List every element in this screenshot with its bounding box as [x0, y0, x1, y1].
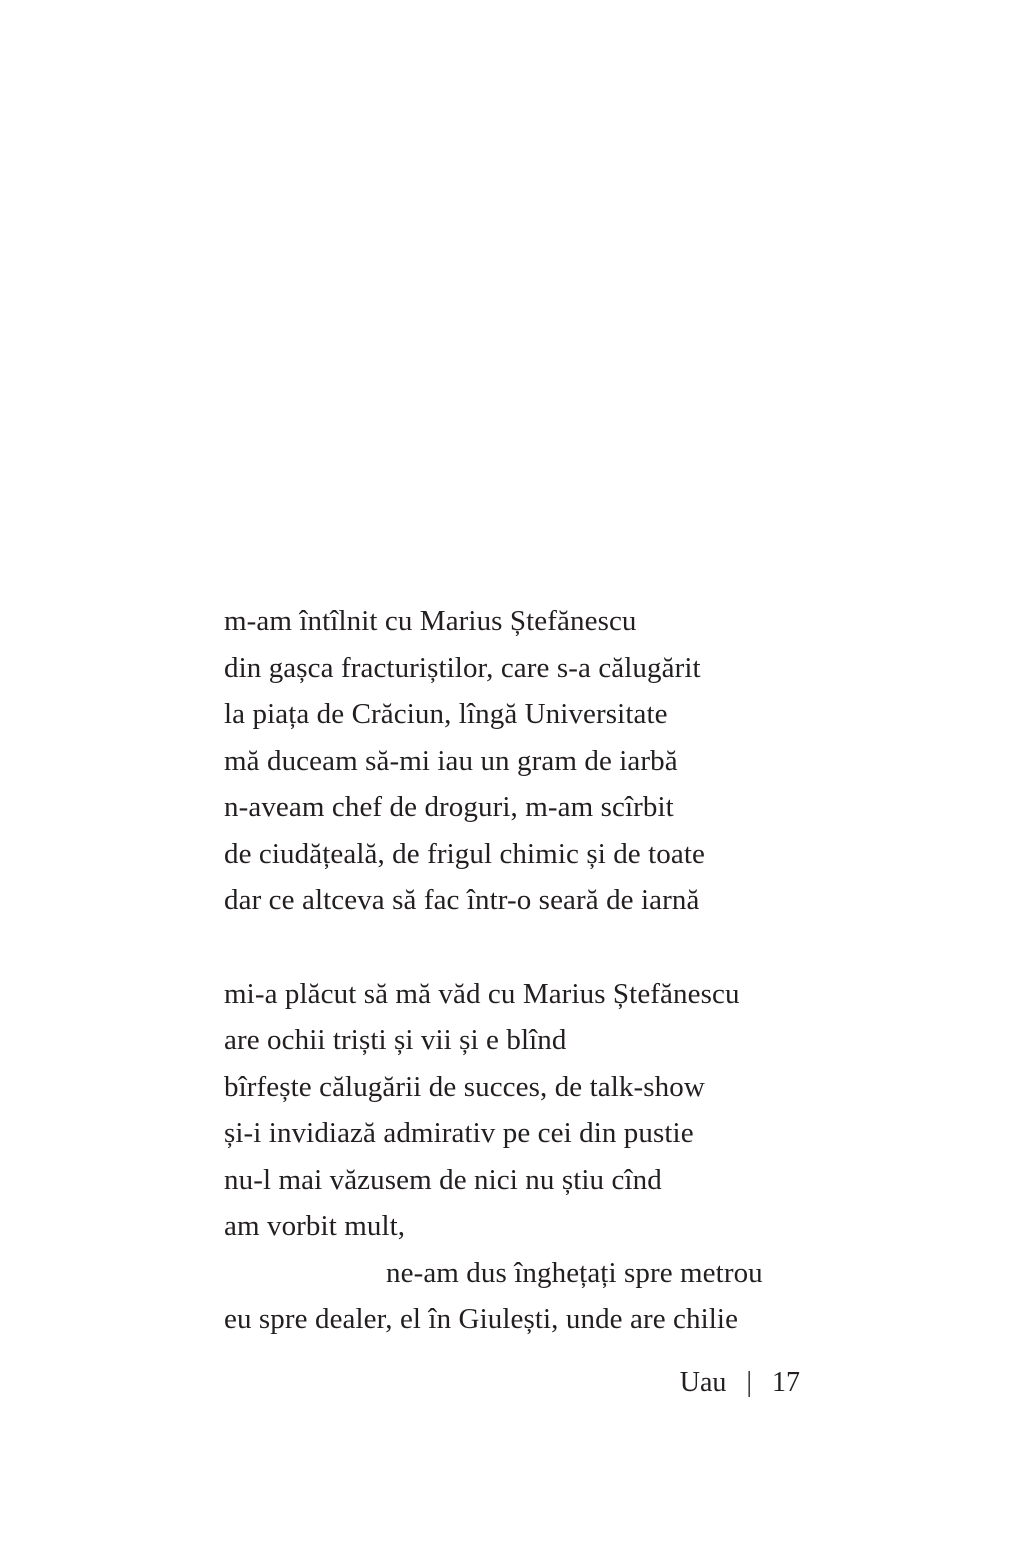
- poem-line: are ochii triști și vii și e blînd: [224, 1024, 567, 1056]
- poem-line: la piața de Crăciun, lîngă Universitate: [224, 698, 668, 730]
- stanza-2: [224, 971, 864, 1343]
- poem-line: bîrfește călugării de succes, de talk-show: [224, 1070, 705, 1103]
- stanza-1: [224, 598, 864, 924]
- footer-separator: |: [746, 1367, 752, 1398]
- page-footer: [680, 1360, 800, 1406]
- poem-line: de ciudățeală, de frigul chimic și de toate: [224, 837, 705, 870]
- poem-line: n-aveam chef de droguri, m-am scîrbit: [224, 791, 674, 823]
- poem-line: m-am întîlnit cu Marius Ștefănescu: [224, 605, 637, 637]
- poem-line: și-i invidiază admirativ pe cei din pustie: [224, 1117, 694, 1149]
- poem-line-indented: ne-am dus înghețați spre metrou: [386, 1256, 763, 1289]
- page-number: 17: [772, 1367, 800, 1398]
- poem-line: mi-a plăcut să mă văd cu Marius Ștefănescu: [224, 977, 740, 1010]
- poem-line: am vorbit mult,: [224, 1210, 406, 1242]
- poem-line: dar ce altceva să fac într-o seară de iarnă: [224, 884, 700, 916]
- poem-line: eu spre dealer, el în Giulești, unde are chilie: [224, 1303, 739, 1335]
- poem-line: nu-l mai văzusem de nici nu știu cînd: [224, 1163, 662, 1196]
- book-title: Uau: [679, 1367, 727, 1398]
- poem-line: mă duceam să-mi iau un gram de iarbă: [224, 744, 678, 777]
- poem-line: din gașca fracturiștilor, care s-a călugărit: [224, 651, 701, 684]
- poem-body: [224, 598, 864, 1343]
